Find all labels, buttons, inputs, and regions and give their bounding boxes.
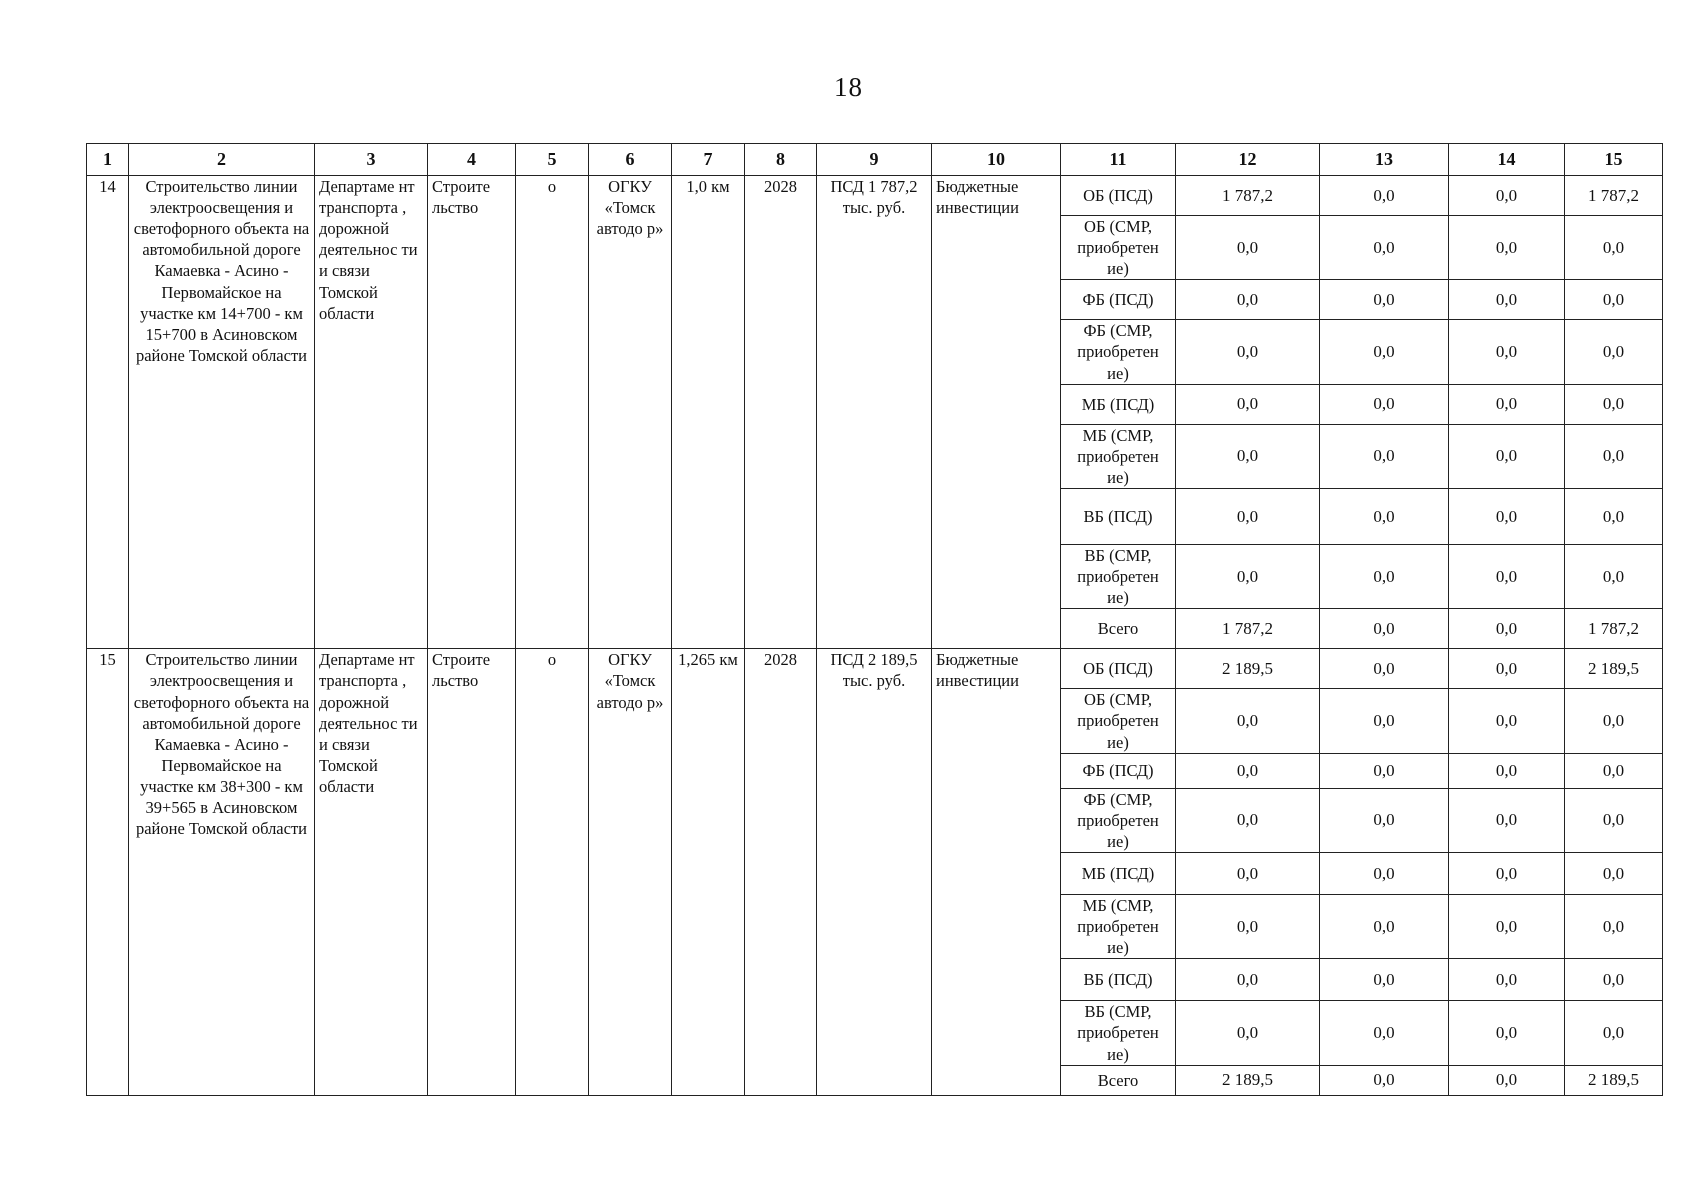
cost-value: ПСД 1 787,2 тыс. руб. <box>817 176 932 649</box>
value-col14: 0,0 <box>1449 544 1565 608</box>
table-row <box>87 176 1663 216</box>
value-col12: 0,0 <box>1176 852 1320 894</box>
funding-source: МБ (ПСД) <box>1061 384 1176 424</box>
header-row <box>87 144 1663 176</box>
value-col12: 0,0 <box>1176 1001 1320 1065</box>
funding-source: МБ (ПСД) <box>1061 852 1176 894</box>
funding-source: МБ (СМР, приобретен ие) <box>1061 894 1176 958</box>
funding-source: ОБ (ПСД) <box>1061 649 1176 689</box>
work-type: Строите льство <box>428 176 516 649</box>
col-header-1: 1 <box>87 144 129 176</box>
organization: ОГКУ «Томск автодо р» <box>589 176 672 649</box>
value-col12: 2 189,5 <box>1176 1065 1320 1095</box>
page-number: 18 <box>834 72 863 102</box>
value-col12: 0,0 <box>1176 488 1320 544</box>
value-col14: 0,0 <box>1449 424 1565 488</box>
value-col14: 0,0 <box>1449 384 1565 424</box>
value-col13: 0,0 <box>1320 1001 1449 1065</box>
object-name: Строительство линии электроосвещения и светофорного объекта на автомобильной дороге Камаевка - Асино - Первомайское на участке км 14+700 - км 15+700 в Асиновском районе Томской области <box>129 176 315 649</box>
value-col14: 0,0 <box>1449 1001 1565 1065</box>
funding-source: МБ (СМР, приобретен ие) <box>1061 424 1176 488</box>
value-col12: 0,0 <box>1176 384 1320 424</box>
funding-source: ОБ (СМР, приобретен ие) <box>1061 689 1176 753</box>
cost-value: ПСД 2 189,5 тыс. руб. <box>817 649 932 1095</box>
value-col13: 0,0 <box>1320 216 1449 280</box>
value-col13: 0,0 <box>1320 320 1449 384</box>
value-col14: 0,0 <box>1449 959 1565 1001</box>
department: Департаме нт транспорта , дорожной деятельнос ти и связи Томской области <box>315 176 428 649</box>
year-value: 2028 <box>745 649 817 1095</box>
value-col15: 0,0 <box>1565 1001 1663 1065</box>
col-header-7: 7 <box>672 144 745 176</box>
value-col15: 0,0 <box>1565 894 1663 958</box>
value-col13: 0,0 <box>1320 649 1449 689</box>
col5-value: о <box>516 649 589 1095</box>
funding-source: ФБ (ПСД) <box>1061 753 1176 788</box>
value-col12: 0,0 <box>1176 216 1320 280</box>
value-col13: 0,0 <box>1320 1065 1449 1095</box>
value-col14: 0,0 <box>1449 852 1565 894</box>
col-header-2: 2 <box>129 144 315 176</box>
value-col12: 0,0 <box>1176 320 1320 384</box>
work-type: Строите льство <box>428 649 516 1095</box>
value-col12: 0,0 <box>1176 544 1320 608</box>
investment-table <box>86 143 1663 1096</box>
col-header-4: 4 <box>428 144 516 176</box>
funding-source: ВБ (ПСД) <box>1061 959 1176 1001</box>
value-col15: 0,0 <box>1565 788 1663 852</box>
col-header-6: 6 <box>589 144 672 176</box>
col-header-8: 8 <box>745 144 817 176</box>
value-col15: 0,0 <box>1565 384 1663 424</box>
value-col15: 1 787,2 <box>1565 609 1663 649</box>
value-col12: 1 787,2 <box>1176 609 1320 649</box>
funding-source: ВБ (СМР, приобретен ие) <box>1061 544 1176 608</box>
value-col14: 0,0 <box>1449 649 1565 689</box>
value-col13: 0,0 <box>1320 544 1449 608</box>
value-col13: 0,0 <box>1320 788 1449 852</box>
funding-source: ФБ (СМР, приобретен ие) <box>1061 320 1176 384</box>
table-row <box>87 649 1663 689</box>
value-col12: 0,0 <box>1176 788 1320 852</box>
funding-source: ВБ (ПСД) <box>1061 488 1176 544</box>
value-col12: 0,0 <box>1176 753 1320 788</box>
value-col14: 0,0 <box>1449 609 1565 649</box>
value-col13: 0,0 <box>1320 894 1449 958</box>
value-col14: 0,0 <box>1449 788 1565 852</box>
funding-source: ОБ (СМР, приобретен ие) <box>1061 216 1176 280</box>
length-value: 1,0 км <box>672 176 745 649</box>
value-col12: 0,0 <box>1176 280 1320 320</box>
department: Департаме нт транспорта , дорожной деятельнос ти и связи Томской области <box>315 649 428 1095</box>
value-col12: 0,0 <box>1176 959 1320 1001</box>
col-header-5: 5 <box>516 144 589 176</box>
value-col12: 0,0 <box>1176 689 1320 753</box>
value-col15: 0,0 <box>1565 320 1663 384</box>
value-col13: 0,0 <box>1320 384 1449 424</box>
value-col15: 0,0 <box>1565 959 1663 1001</box>
col-header-9: 9 <box>817 144 932 176</box>
value-col12: 1 787,2 <box>1176 176 1320 216</box>
funding-source: ФБ (ПСД) <box>1061 280 1176 320</box>
col5-value: о <box>516 176 589 649</box>
value-col14: 0,0 <box>1449 1065 1565 1095</box>
value-col13: 0,0 <box>1320 176 1449 216</box>
funding-source: ВБ (СМР, приобретен ие) <box>1061 1001 1176 1065</box>
value-col15: 0,0 <box>1565 216 1663 280</box>
value-col14: 0,0 <box>1449 176 1565 216</box>
value-col14: 0,0 <box>1449 216 1565 280</box>
col-header-14: 14 <box>1449 144 1565 176</box>
value-col15: 2 189,5 <box>1565 649 1663 689</box>
value-col13: 0,0 <box>1320 424 1449 488</box>
value-col13: 0,0 <box>1320 488 1449 544</box>
value-col15: 0,0 <box>1565 424 1663 488</box>
col-header-10: 10 <box>932 144 1061 176</box>
row-number: 15 <box>87 649 129 1095</box>
col-header-13: 13 <box>1320 144 1449 176</box>
value-col15: 0,0 <box>1565 753 1663 788</box>
funding-source: Всего <box>1061 1065 1176 1095</box>
value-col14: 0,0 <box>1449 753 1565 788</box>
investment-type: Бюджетные инвестиции <box>932 649 1061 1095</box>
year-value: 2028 <box>745 176 817 649</box>
value-col15: 1 787,2 <box>1565 176 1663 216</box>
col-header-15: 15 <box>1565 144 1663 176</box>
value-col14: 0,0 <box>1449 894 1565 958</box>
value-col14: 0,0 <box>1449 689 1565 753</box>
value-col13: 0,0 <box>1320 689 1449 753</box>
value-col15: 0,0 <box>1565 544 1663 608</box>
value-col14: 0,0 <box>1449 488 1565 544</box>
row-number: 14 <box>87 176 129 649</box>
value-col15: 0,0 <box>1565 852 1663 894</box>
value-col12: 2 189,5 <box>1176 649 1320 689</box>
organization: ОГКУ «Томск автодо р» <box>589 649 672 1095</box>
object-name: Строительство линии электроосвещения и светофорного объекта на автомобильной дороге Камаевка - Асино - Первомайское на участке км 38+300 - км 39+565 в Асиновском районе Томской области <box>129 649 315 1095</box>
value-col14: 0,0 <box>1449 280 1565 320</box>
value-col13: 0,0 <box>1320 753 1449 788</box>
length-value: 1,265 км <box>672 649 745 1095</box>
value-col15: 0,0 <box>1565 689 1663 753</box>
investment-type: Бюджетные инвестиции <box>932 176 1061 649</box>
value-col15: 2 189,5 <box>1565 1065 1663 1095</box>
value-col15: 0,0 <box>1565 280 1663 320</box>
value-col13: 0,0 <box>1320 609 1449 649</box>
value-col13: 0,0 <box>1320 280 1449 320</box>
table-body <box>87 176 1663 1096</box>
col-header-12: 12 <box>1176 144 1320 176</box>
value-col14: 0,0 <box>1449 320 1565 384</box>
value-col13: 0,0 <box>1320 852 1449 894</box>
value-col13: 0,0 <box>1320 959 1449 1001</box>
funding-source: ФБ (СМР, приобретен ие) <box>1061 788 1176 852</box>
value-col15: 0,0 <box>1565 488 1663 544</box>
col-header-3: 3 <box>315 144 428 176</box>
funding-source: ОБ (ПСД) <box>1061 176 1176 216</box>
value-col12: 0,0 <box>1176 894 1320 958</box>
value-col12: 0,0 <box>1176 424 1320 488</box>
col-header-11: 11 <box>1061 144 1176 176</box>
funding-source: Всего <box>1061 609 1176 649</box>
